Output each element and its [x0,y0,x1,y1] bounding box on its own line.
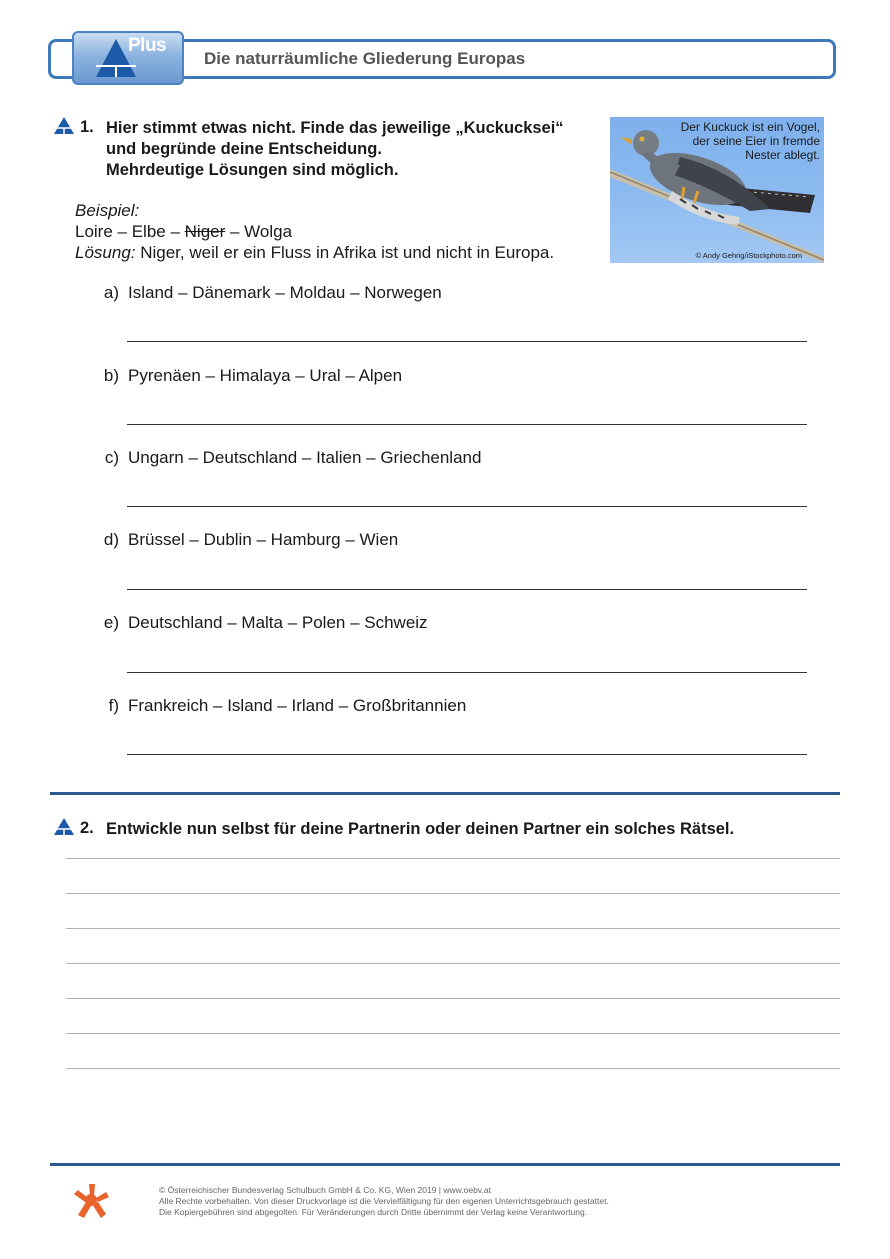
example-list-end: – Wolga [225,222,293,241]
task-1-instruction-line: Mehrdeutige Lösungen sind möglich. [106,161,399,179]
photo-caption [660,120,820,162]
header-left-bracket [48,39,74,79]
triangle-level-icon [54,818,74,835]
item-letter: f) [108,696,119,715]
photo-caption-line: Der Kuckuck ist ein Vogel, [680,120,820,134]
task-1-instruction [106,118,564,181]
answer-line[interactable] [127,589,807,590]
item-text: Deutschland – Malta – Polen – Schweiz [128,613,428,632]
writing-line[interactable] [66,963,840,964]
item-letter: a) [103,283,119,302]
footer-line: © Österreichischer Bundesverlag Schulbuch GmbH & Co. KG, Wien 2019 | www.oebv.at [159,1185,491,1195]
item-text: Island – Dänemark – Moldau – Norwegen [128,283,442,302]
item-letter: e) [103,613,119,632]
example-solution-label: Lösung: [75,243,136,262]
page-title: Die naturräumliche Gliederung Europas [204,49,526,68]
answer-line[interactable] [127,341,807,342]
answer-line[interactable] [127,672,807,673]
example-list [75,221,554,242]
answer-line[interactable] [127,424,807,425]
section-divider [50,792,840,795]
writing-line[interactable] [66,893,840,894]
writing-line[interactable] [66,858,840,859]
photo-caption-line: der seine Eier in fremde [692,134,820,148]
example-block [75,200,554,263]
footer-line: Alle Rechte vorbehalten. Von dieser Druckvorlage ist die Vervielfältigung für den eigenen Unterrichtsgebrauch gestattet. [159,1196,609,1206]
task-2-instruction: Entwickle nun selbst für deine Partnerin oder deinen Partner ein solches Rätsel. [106,820,735,838]
footer-copyright [159,1185,609,1218]
photo-credit: © Andy Gehrig/iStockphoto.com [695,251,802,260]
writing-line[interactable] [66,998,840,999]
task-1-instruction-line: und begründe deine Entscheidung. [106,140,382,158]
oebv-logo-icon [72,1182,110,1220]
item-text: Frankreich – Island – Irland – Großbritannien [128,696,467,715]
task-1-instruction-line: Hier stimmt etwas nicht. Finde das jeweilige „Kuckucksei“ [106,119,564,137]
footer-line: Die Kopiergebühren sind abgegolten. Für Veränderungen durch Dritte übernimmt der Verlag keine Verantwortung. [159,1207,588,1217]
writing-line[interactable] [66,928,840,929]
cuckoo-photo [610,117,824,263]
plus-badge-label: Plus [128,35,167,56]
answer-line[interactable] [127,506,807,507]
writing-line[interactable] [66,1033,840,1034]
example-label: Beispiel: [75,201,140,220]
example-list-start: Loire – Elbe – [75,222,185,241]
photo-caption-line: Nester ablegt. [745,148,820,162]
example-solution-text: Niger, weil er ein Fluss in Afrika ist und nicht in Europa. [135,243,555,262]
item-letter: d) [103,530,119,549]
triangle-level-icon [54,117,74,134]
example-struck-word: Niger [184,222,226,241]
answer-line[interactable] [127,754,807,755]
item-letter: b) [103,366,119,385]
item-text: Ungarn – Deutschland – Italien – Griechenland [128,448,482,467]
item-text: Pyrenäen – Himalaya – Ural – Alpen [128,366,403,385]
writing-line[interactable] [66,1068,840,1069]
example-solution [75,242,554,263]
footer-divider [50,1163,840,1166]
task-1-number: 1. [80,118,94,136]
item-letter: c) [104,448,119,467]
task-2-number: 2. [80,819,94,837]
item-text: Brüssel – Dublin – Hamburg – Wien [128,530,399,549]
